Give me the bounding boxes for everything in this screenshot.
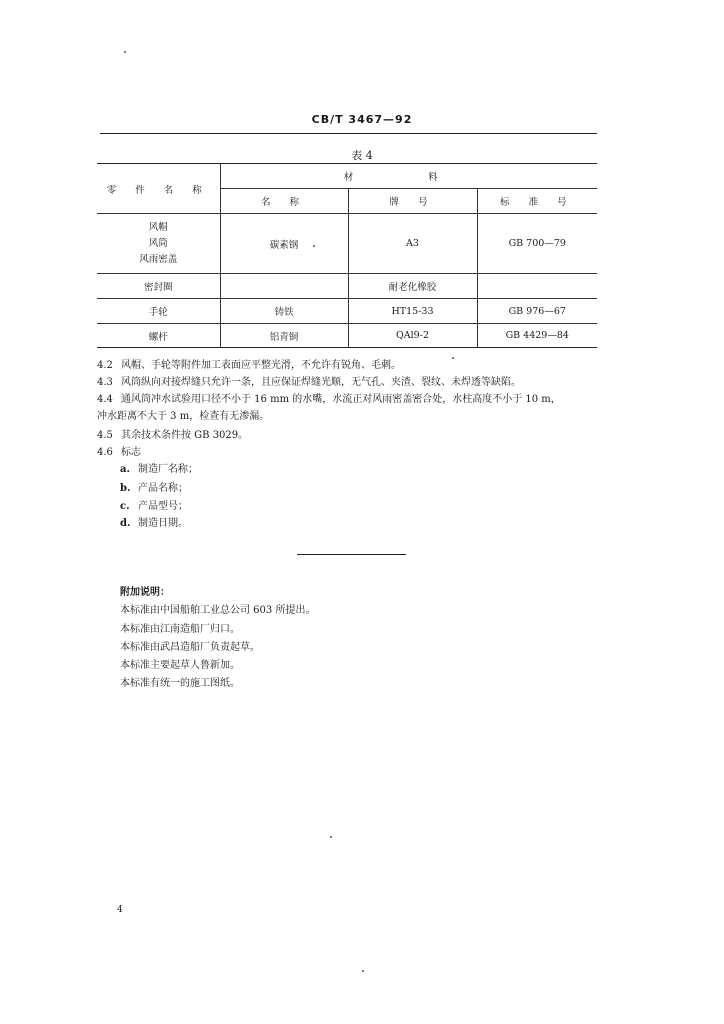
- standard-cell: GB 4429—84: [477, 324, 597, 348]
- mark-item: d. 制造日期。: [120, 518, 188, 529]
- note-line: 本标准由江南造船厂归口。: [120, 624, 240, 635]
- grade-cell: A3: [348, 214, 477, 274]
- name-cell: 铸铁: [220, 299, 348, 324]
- part-cell: 风帽 风筒 风雨密盖: [97, 214, 220, 274]
- table-row: [97, 324, 597, 348]
- note-line: 本标准有统一的施工图纸。: [120, 678, 240, 689]
- note-line: 本标准主要起草人鲁新加。: [120, 660, 240, 671]
- header-rule: [100, 133, 597, 134]
- scan-speck: [124, 51, 126, 53]
- section-separator: [297, 554, 406, 555]
- table-row: [97, 274, 597, 299]
- header-standard-no: 标 准 号: [477, 189, 597, 214]
- grade-cell: HT15-33: [348, 299, 477, 324]
- header-material: 材 料: [220, 164, 597, 189]
- scan-speck: [330, 836, 332, 838]
- standard-code-header: CB/T 3467—92: [311, 113, 413, 126]
- header-name: 名 称: [220, 189, 348, 214]
- merged-material-cell: 耐老化橡胶: [348, 274, 477, 299]
- name-cell: 碳素钢: [220, 214, 348, 274]
- clause-4-6: 4.6 标志: [97, 447, 141, 458]
- note-line: 本标准由中国船舶工业总公司 603 所提出。: [120, 605, 316, 616]
- header-part-name: 零 件 名 称: [97, 164, 220, 214]
- clause-4-5: 4.5 其余技术条件按 GB 3029。: [97, 430, 249, 441]
- table-row: [97, 299, 597, 324]
- header-grade: 牌 号: [348, 189, 477, 214]
- clause-4-2: 4.2 风帽、手轮等附件加工表面应平整光滑，不允许有锐角、毛刺。: [97, 360, 401, 371]
- materials-table: [97, 163, 597, 348]
- mark-item: b. 产品名称；: [120, 483, 188, 494]
- part-cell: 手轮: [97, 299, 220, 324]
- clause-4-4: 4.4 通风筒冲水试验用口径不小于 16 mm 的水嘴，水流正对风雨密盖密合处，水柱高度不小于 10 m，: [97, 394, 561, 405]
- table-row: [97, 214, 597, 274]
- page-number: 4: [117, 905, 123, 915]
- scan-speck: [362, 970, 364, 972]
- name-cell: 铝青铜: [220, 324, 348, 348]
- table-title: 表 4: [351, 149, 373, 162]
- part-cell: 螺杆: [97, 324, 220, 348]
- standard-cell: [477, 274, 597, 299]
- mark-item: c. 产品型号；: [120, 501, 188, 512]
- part-cell: 密封圈: [97, 274, 220, 299]
- scan-speck: [452, 357, 454, 359]
- additional-notes-heading: 附加说明：: [120, 587, 170, 598]
- clause-4-4-continued: 冲水距离不大于 3 m，检查有无渗漏。: [97, 411, 270, 422]
- standard-cell: GB 976—67: [477, 299, 597, 324]
- standard-cell: GB 700—79: [477, 214, 597, 274]
- scan-speck: [313, 245, 315, 247]
- name-cell: [220, 274, 348, 299]
- clause-4-3: 4.3 风筒纵向对接焊缝只允许一条，且应保证焊缝光顺，无气孔、夹渣、裂纹、未焊透等缺陷。: [97, 377, 521, 388]
- grade-cell: QAl9-2: [348, 324, 477, 348]
- mark-item: a. 制造厂名称；: [120, 464, 198, 475]
- note-line: 本标准由武昌造船厂负责起草。: [120, 642, 260, 653]
